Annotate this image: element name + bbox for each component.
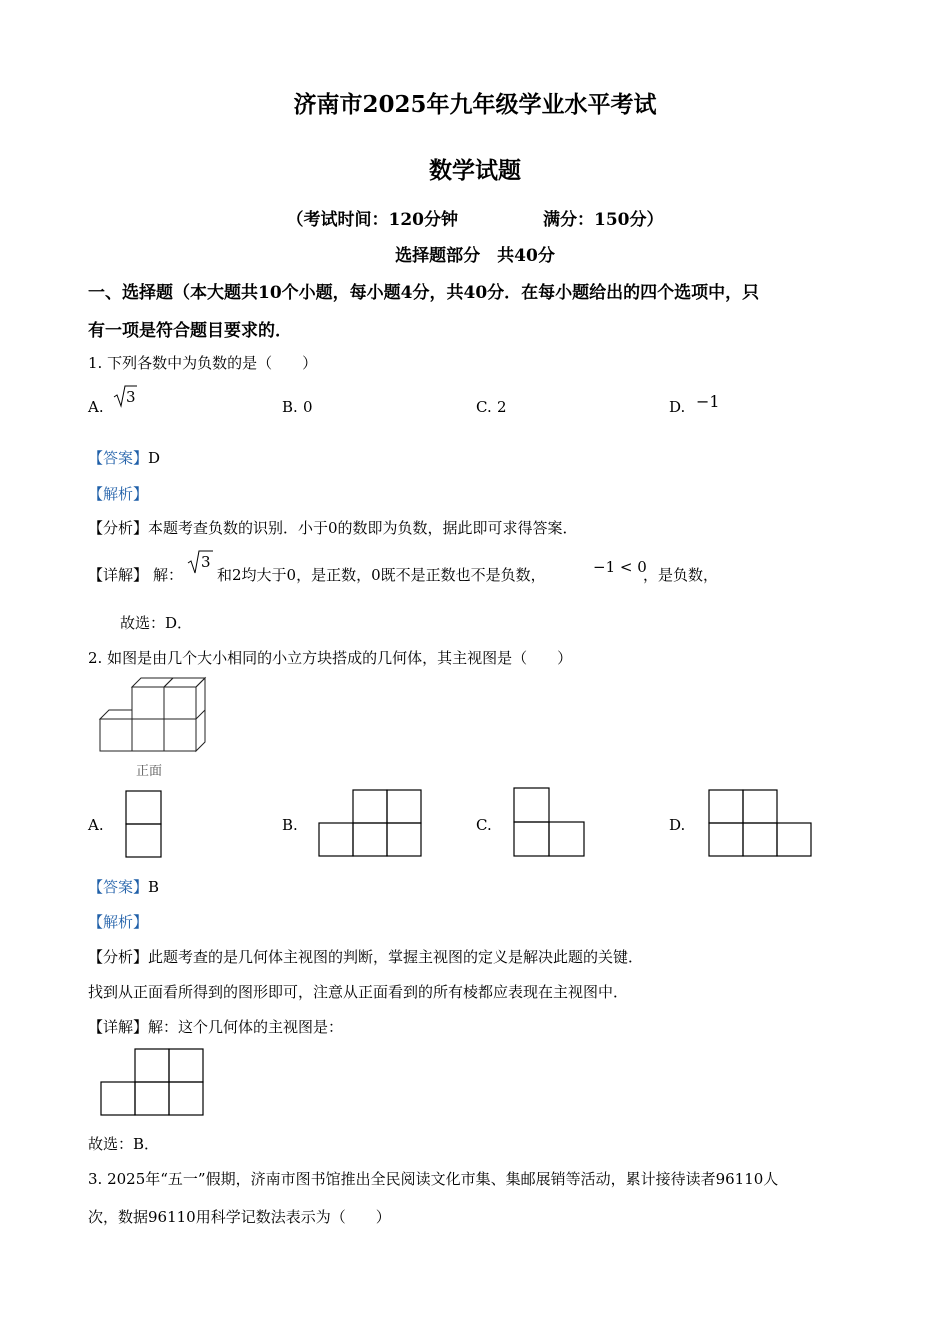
q2-fenxi-text2: 找到从正面看所得到的图形即可，注意从正面看到的所有棱都应表现在主视图中． [88, 983, 629, 1001]
q1-xiangjie-post: ，是负数， [643, 566, 719, 584]
q1-option-b-label: B. [282, 398, 298, 416]
xiangjie-tag: 【详解】 [88, 1018, 149, 1036]
q2-figure-caption: 正面 [136, 764, 163, 779]
q1-fenxi-text: 本题考查负数的识别．小于0的数即为负数，据此即可求得答案． [148, 519, 578, 537]
q2-option-c-figure[interactable] [513, 786, 587, 858]
q1-answer: D [148, 449, 161, 467]
section-heading-line2: 有一项是符合题目要求的． [88, 321, 292, 341]
q1-option-a-label: A. [88, 398, 104, 416]
q1-option-d-label: D. [669, 398, 686, 416]
q2-xiangjie-line [88, 1016, 343, 1037]
q2-option-b-label: B. [282, 816, 298, 834]
q2-analysis-tag: 【解析】 [88, 913, 149, 931]
q1-option-a-value: 3 [126, 388, 136, 406]
q2-option-b-figure[interactable] [318, 788, 424, 860]
q3-stem-line1: 3. 2025年“五一”假期，济南市图书馆推出全民阅读文化市集、集邮展销等活动，累计接待读者96110人 [88, 1170, 779, 1188]
q2-option-d-figure[interactable] [708, 788, 814, 860]
exam-title: 济南市2025年九年级学业水平考试 [293, 91, 657, 118]
section-heading-line1: 一、选择题（本大题共10个小题，每小题4分，共40分．在每小题给出的四个选项中，只 [88, 283, 760, 303]
q3-stem-line2: 次，数据96110用科学记数法表示为（ ） [88, 1208, 391, 1226]
q1-option-d-value: −1 [696, 392, 720, 411]
q2-cube-figure [99, 678, 219, 758]
q1-analysis-tag: 【解析】 [88, 485, 149, 503]
answer-tag: 【答案】 [88, 449, 149, 467]
q1-xiangjie-mid: 和2均大于0，是正数，0既不是正数也不是负数， [217, 566, 546, 584]
q1-fenxi-line [88, 517, 578, 538]
q2-xiangjie-text: 解：这个几何体的主视图是： [148, 1018, 344, 1036]
q1-option-c-value: 2 [497, 398, 507, 416]
fenxi-tag: 【分析】 [88, 948, 149, 966]
q2-conclusion: 故选：B． [88, 1135, 160, 1153]
exam-info: （考试时间：120分钟 满分：150分） [286, 210, 664, 230]
q1-option-c-label: C. [476, 398, 492, 416]
section-label: 选择题部分 共40分 [395, 246, 555, 266]
q1-stem: 1. 下列各数中为负数的是（ ） [88, 354, 318, 372]
q2-option-a-label: A. [88, 816, 104, 834]
q1-conclusion: 故选：D． [120, 614, 193, 632]
q2-solution-figure [100, 1047, 206, 1119]
q1-option-b-value: 0 [303, 398, 313, 416]
q1-inequality: −1 < 0 [593, 558, 647, 576]
q2-stem: 2. 如图是由几个大小相同的小立方块搭成的几何体，其主视图是（ ） [88, 649, 573, 667]
q1-xiangjie-pre: 解： [153, 566, 184, 584]
q2-option-c-label: C. [476, 816, 492, 834]
fenxi-tag: 【分析】 [88, 519, 149, 537]
q2-answer: B [148, 878, 160, 896]
q1-answer-line [88, 447, 160, 468]
q2-option-d-label: D. [669, 816, 686, 834]
q2-fenxi-text: 此题考查的是几何体主视图的判断，掌握主视图的定义是解决此题的关键． [148, 948, 644, 966]
q2-answer-line [88, 876, 159, 897]
subject-title: 数学试题 [429, 157, 521, 184]
q2-option-a-figure[interactable] [125, 790, 165, 860]
q1-xiangjie-sqrt-value: 3 [201, 553, 211, 571]
answer-tag: 【答案】 [88, 878, 149, 896]
q2-fenxi-line [88, 946, 643, 967]
q1-xiangjie-tag: 【详解】 [88, 566, 149, 584]
